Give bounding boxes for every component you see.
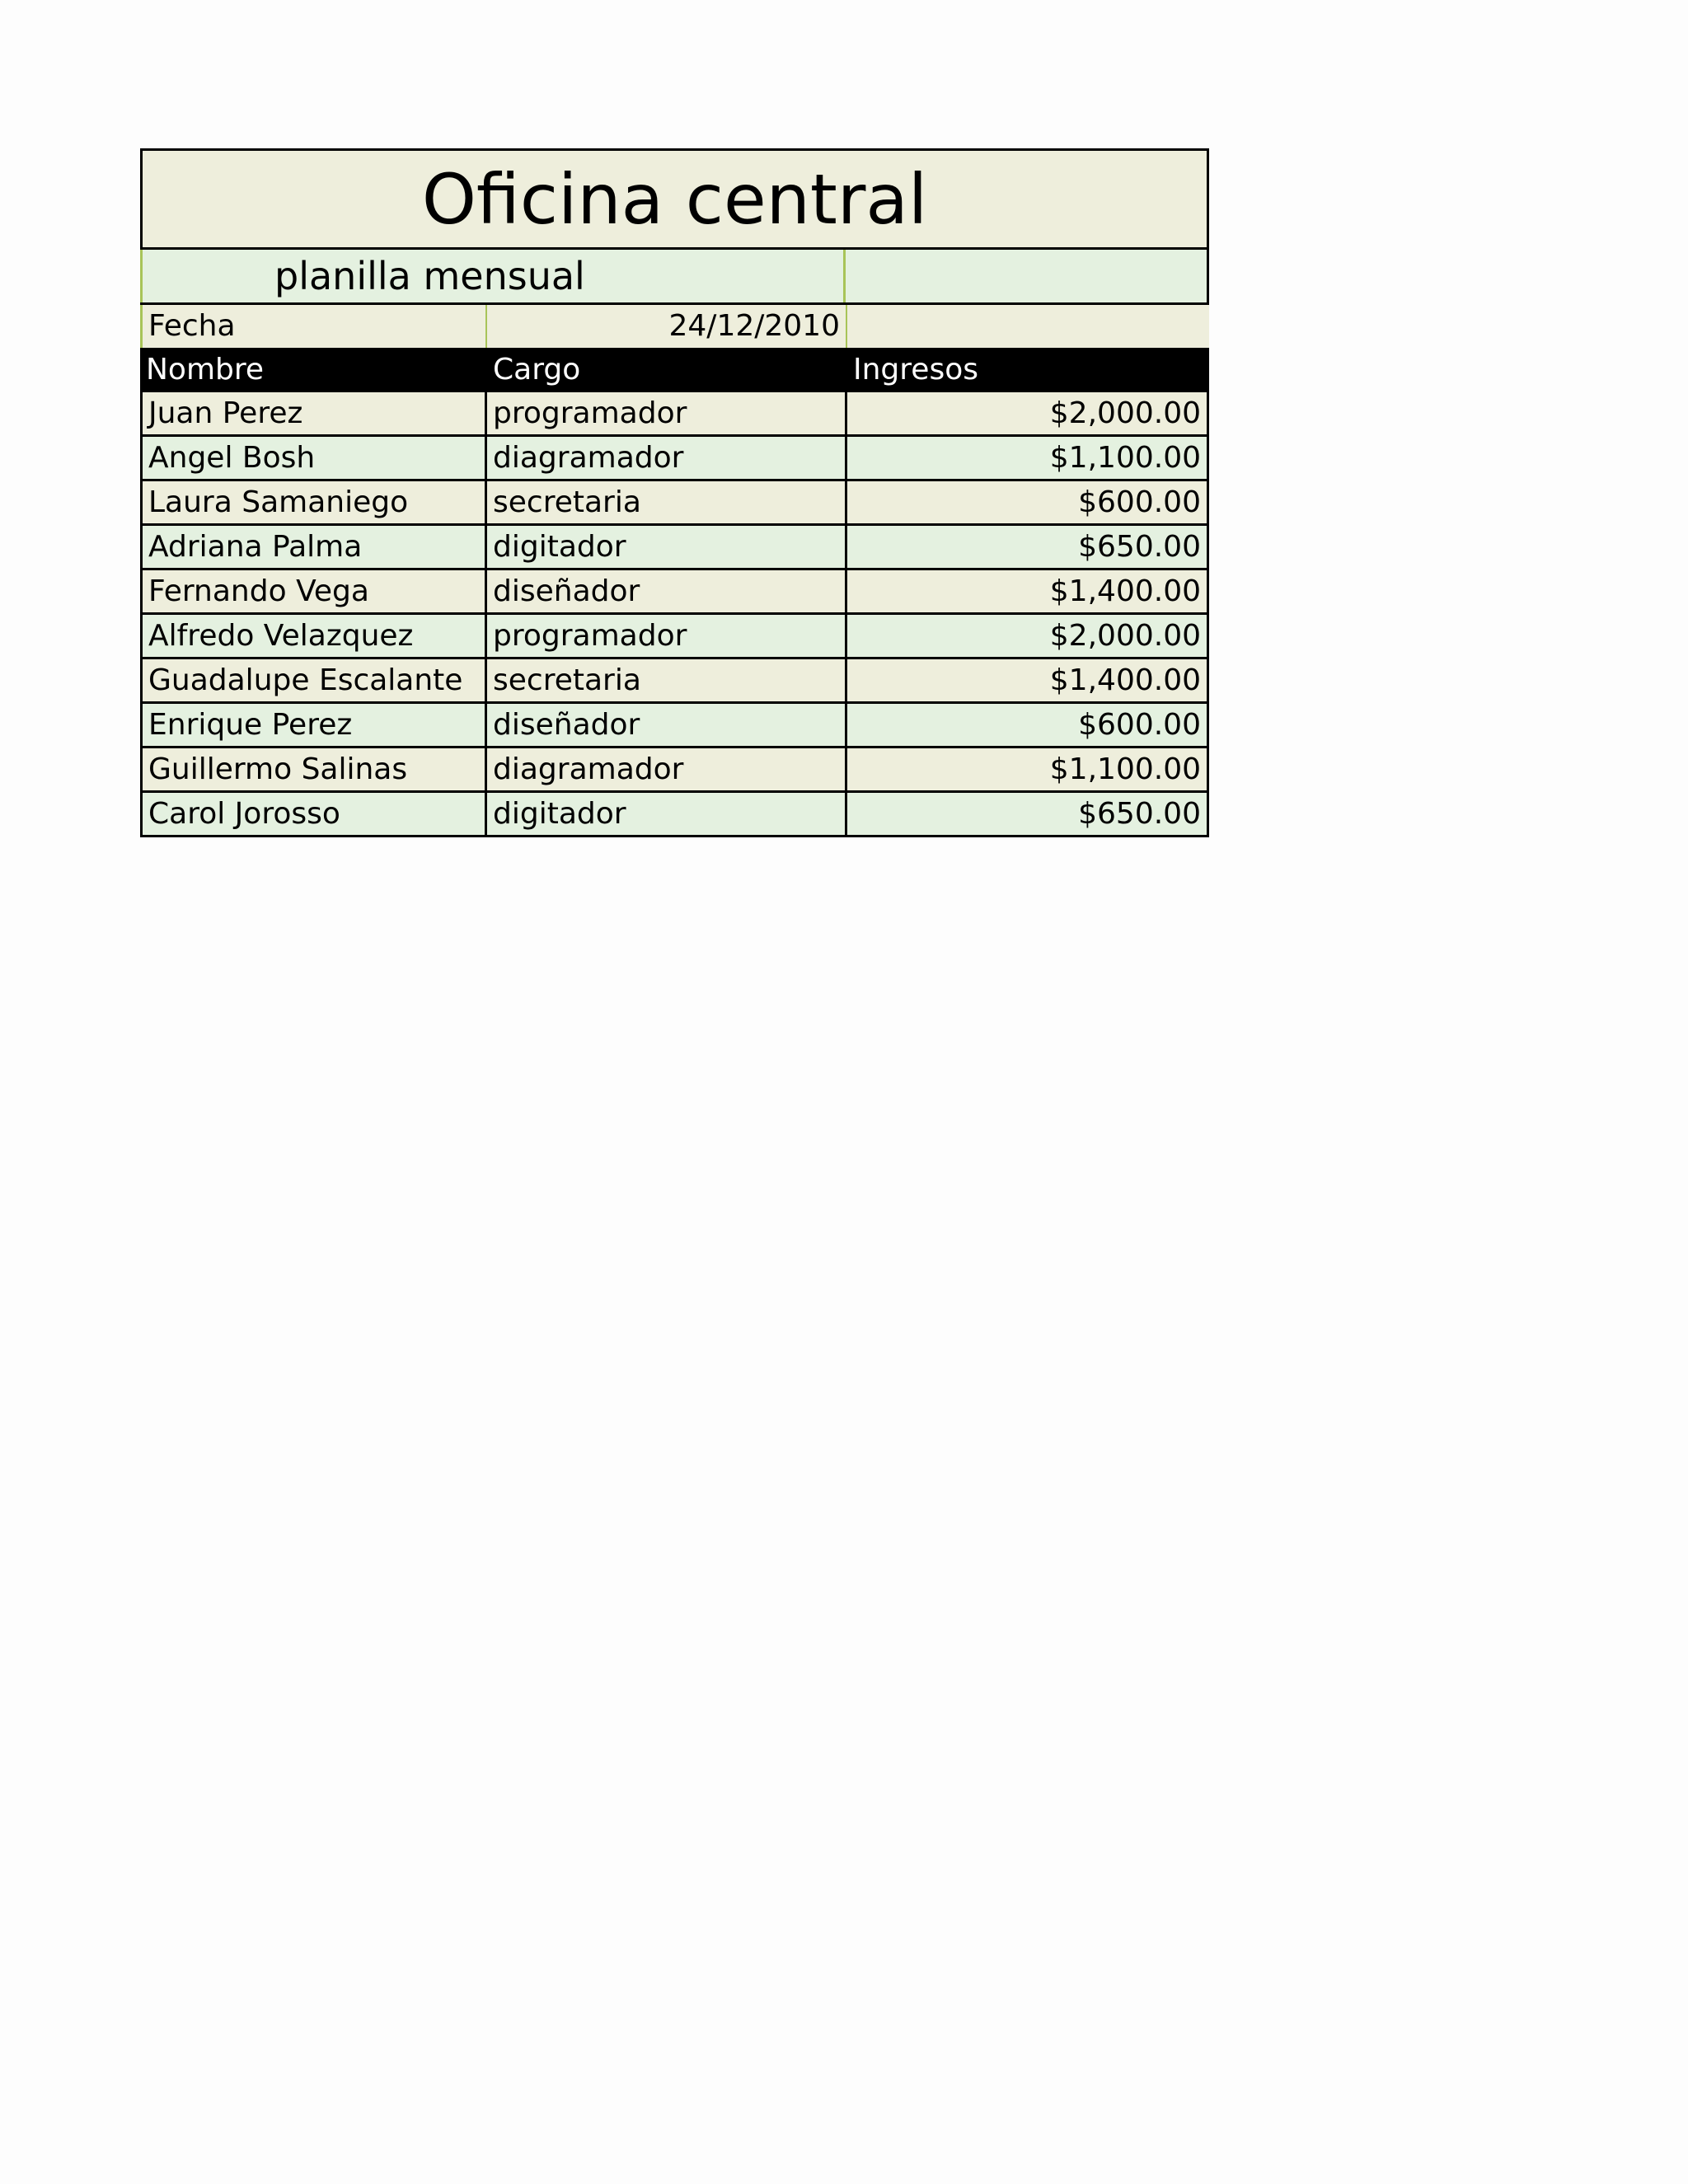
date-row: [140, 305, 1209, 348]
column-header-nombre: Nombre: [146, 353, 265, 387]
cargo-cell: digitador: [487, 793, 847, 837]
ingresos-cell: $600.00: [847, 704, 1209, 748]
nombre-cell: Carol Jorosso: [140, 793, 487, 837]
ingresos-cell: $650.00: [847, 793, 1209, 837]
date-value: 24/12/2010: [487, 305, 847, 348]
cargo-cell: digitador: [487, 526, 847, 570]
ingresos-cell: $600.00: [847, 481, 1209, 526]
ingresos-cell: $2,000.00: [847, 392, 1209, 437]
sheet-title: Oficina central: [421, 158, 928, 240]
header-row: [140, 348, 1209, 392]
ingresos-cell: $1,400.00: [847, 659, 1209, 704]
payroll-sheet: [140, 148, 1209, 837]
table-row: [140, 704, 1209, 748]
nombre-cell: Adriana Palma: [140, 526, 487, 570]
ingresos-cell: $2,000.00: [847, 615, 1209, 659]
table-row: [140, 481, 1209, 526]
ingresos-cell: $1,400.00: [847, 570, 1209, 615]
table-row: [140, 392, 1209, 437]
cargo-cell: diagramador: [487, 748, 847, 793]
cargo-cell: secretaria: [487, 659, 847, 704]
empty-cell: [846, 250, 1207, 302]
ingresos-cell: $650.00: [847, 526, 1209, 570]
table-row: [140, 615, 1209, 659]
table-row: [140, 659, 1209, 704]
nombre-cell: Laura Samaniego: [140, 481, 487, 526]
cargo-cell: diagramador: [487, 437, 847, 481]
nombre-cell: Angel Bosh: [140, 437, 487, 481]
cargo-cell: diseñador: [487, 570, 847, 615]
table-body: [140, 392, 1209, 837]
cargo-cell: programador: [487, 392, 847, 437]
table-row: [140, 748, 1209, 793]
empty-cell: [847, 305, 1209, 348]
table-row: [140, 526, 1209, 570]
table-row: [140, 437, 1209, 481]
nombre-cell: Fernando Vega: [140, 570, 487, 615]
title-cell: [140, 148, 1209, 250]
subtitle-row: [140, 250, 1209, 305]
date-label: Fecha: [140, 305, 487, 348]
nombre-cell: Guillermo Salinas: [140, 748, 487, 793]
nombre-cell: Guadalupe Escalante: [140, 659, 487, 704]
cargo-cell: diseñador: [487, 704, 847, 748]
nombre-cell: Juan Perez: [140, 392, 487, 437]
column-header-ingresos: Ingresos: [853, 353, 978, 387]
table-row: [140, 793, 1209, 837]
nombre-cell: Alfredo Velazquez: [140, 615, 487, 659]
cargo-cell: programador: [487, 615, 847, 659]
ingresos-cell: $1,100.00: [847, 437, 1209, 481]
nombre-cell: Enrique Perez: [140, 704, 487, 748]
table-row: [140, 570, 1209, 615]
subtitle-cell: planilla mensual: [140, 250, 846, 302]
column-header-cargo: Cargo: [493, 353, 581, 387]
ingresos-cell: $1,100.00: [847, 748, 1209, 793]
cargo-cell: secretaria: [487, 481, 847, 526]
